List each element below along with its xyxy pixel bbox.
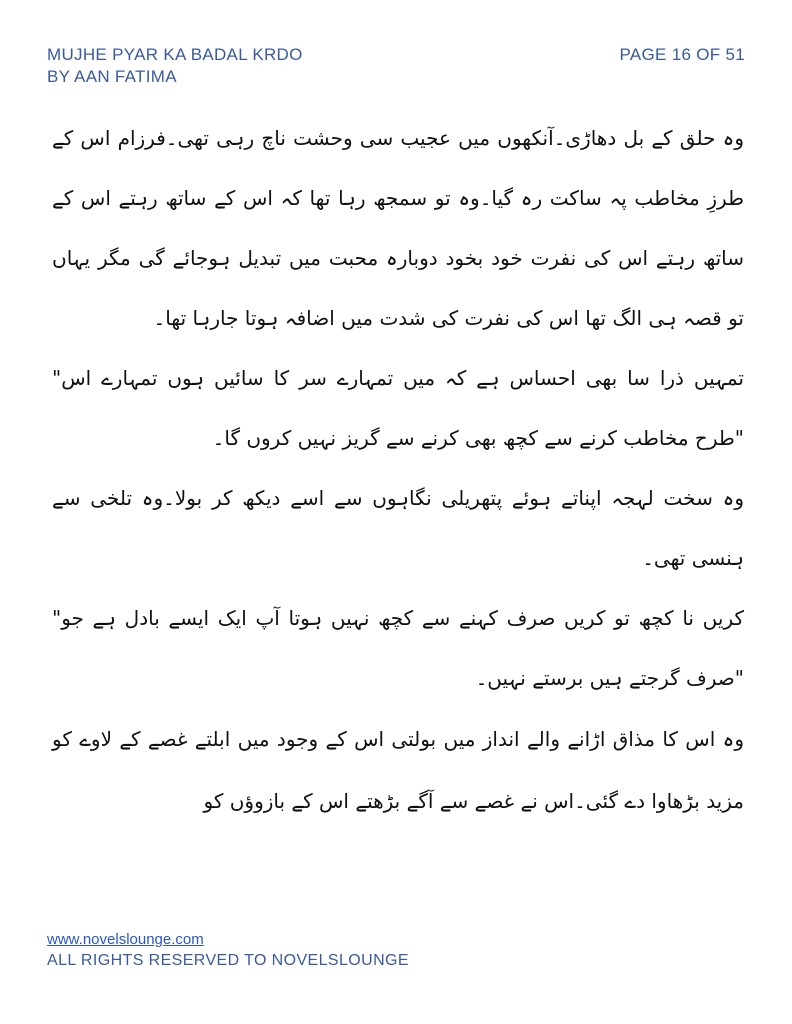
website-link[interactable]: www.novelslounge.com bbox=[47, 931, 204, 948]
rights-notice: ALL RIGHTS RESERVED TO NOVELSLOUNGE bbox=[47, 952, 409, 969]
page-footer bbox=[47, 930, 547, 972]
paragraph-4: کریں نا کچھ تو کریں صرف کہنے سے کچھ نہیں ہوتا آپ ایک ایسے بادل ہے جو" "صرف گرجتے ہیں برستے نہیں۔ bbox=[52, 606, 744, 690]
novel-title: MUJHE PYAR KA BADAL KRDO bbox=[47, 45, 303, 64]
paragraph-3: وہ سخت لہجہ اپناتے ہوئے پتھریلی نگاہوں سے اسے دیکھ کر بولا۔وہ تلخی سے ہنسی تھی۔ bbox=[52, 486, 744, 570]
paragraph-5: وہ اس کا مذاق اڑانے والے انداز میں بولتی اس کے وجود میں ابلتے غصے کے لاوے کو مزید بڑھاوا دے گئی۔اس نے غصے سے آگے بڑھتے اس کے بازوؤں کو bbox=[52, 727, 744, 813]
document-body bbox=[52, 108, 744, 832]
paragraph-2: تمہیں ذرا سا بھی احساس ہے کہ میں تمہارے سر کا سائیں ہوں تمہارے اس" "طرح مخاطب کرنے سے کچھ بھی کرنے سے گریز نہیں کروں گا۔ bbox=[52, 366, 744, 450]
author-line: BY AAN FATIMA bbox=[47, 67, 177, 86]
header-title-line bbox=[47, 44, 745, 66]
paragraph-1: وہ حلق کے بل دھاڑی۔آنکھوں میں عجیب سی وحشت ناچ رہی تھی۔فرزام اس کے طرزِ مخاطب پہ ساکت رہ گیا۔وہ تو سمجھ رہا تھا کہ اس کے ساتھ رہتے اس کے ساتھ رہتے اس کی نفرت خود بخود دوبارہ محبت میں تبدیل ہوجائے گی مگر یہاں تو قصہ ہی الگ تھا اس کی نفرت کی شدت میں اضافہ ہوتا جارہا تھا۔ bbox=[52, 126, 744, 330]
page-header bbox=[47, 44, 745, 88]
page-number: PAGE 16 OF 51 bbox=[619, 45, 745, 64]
